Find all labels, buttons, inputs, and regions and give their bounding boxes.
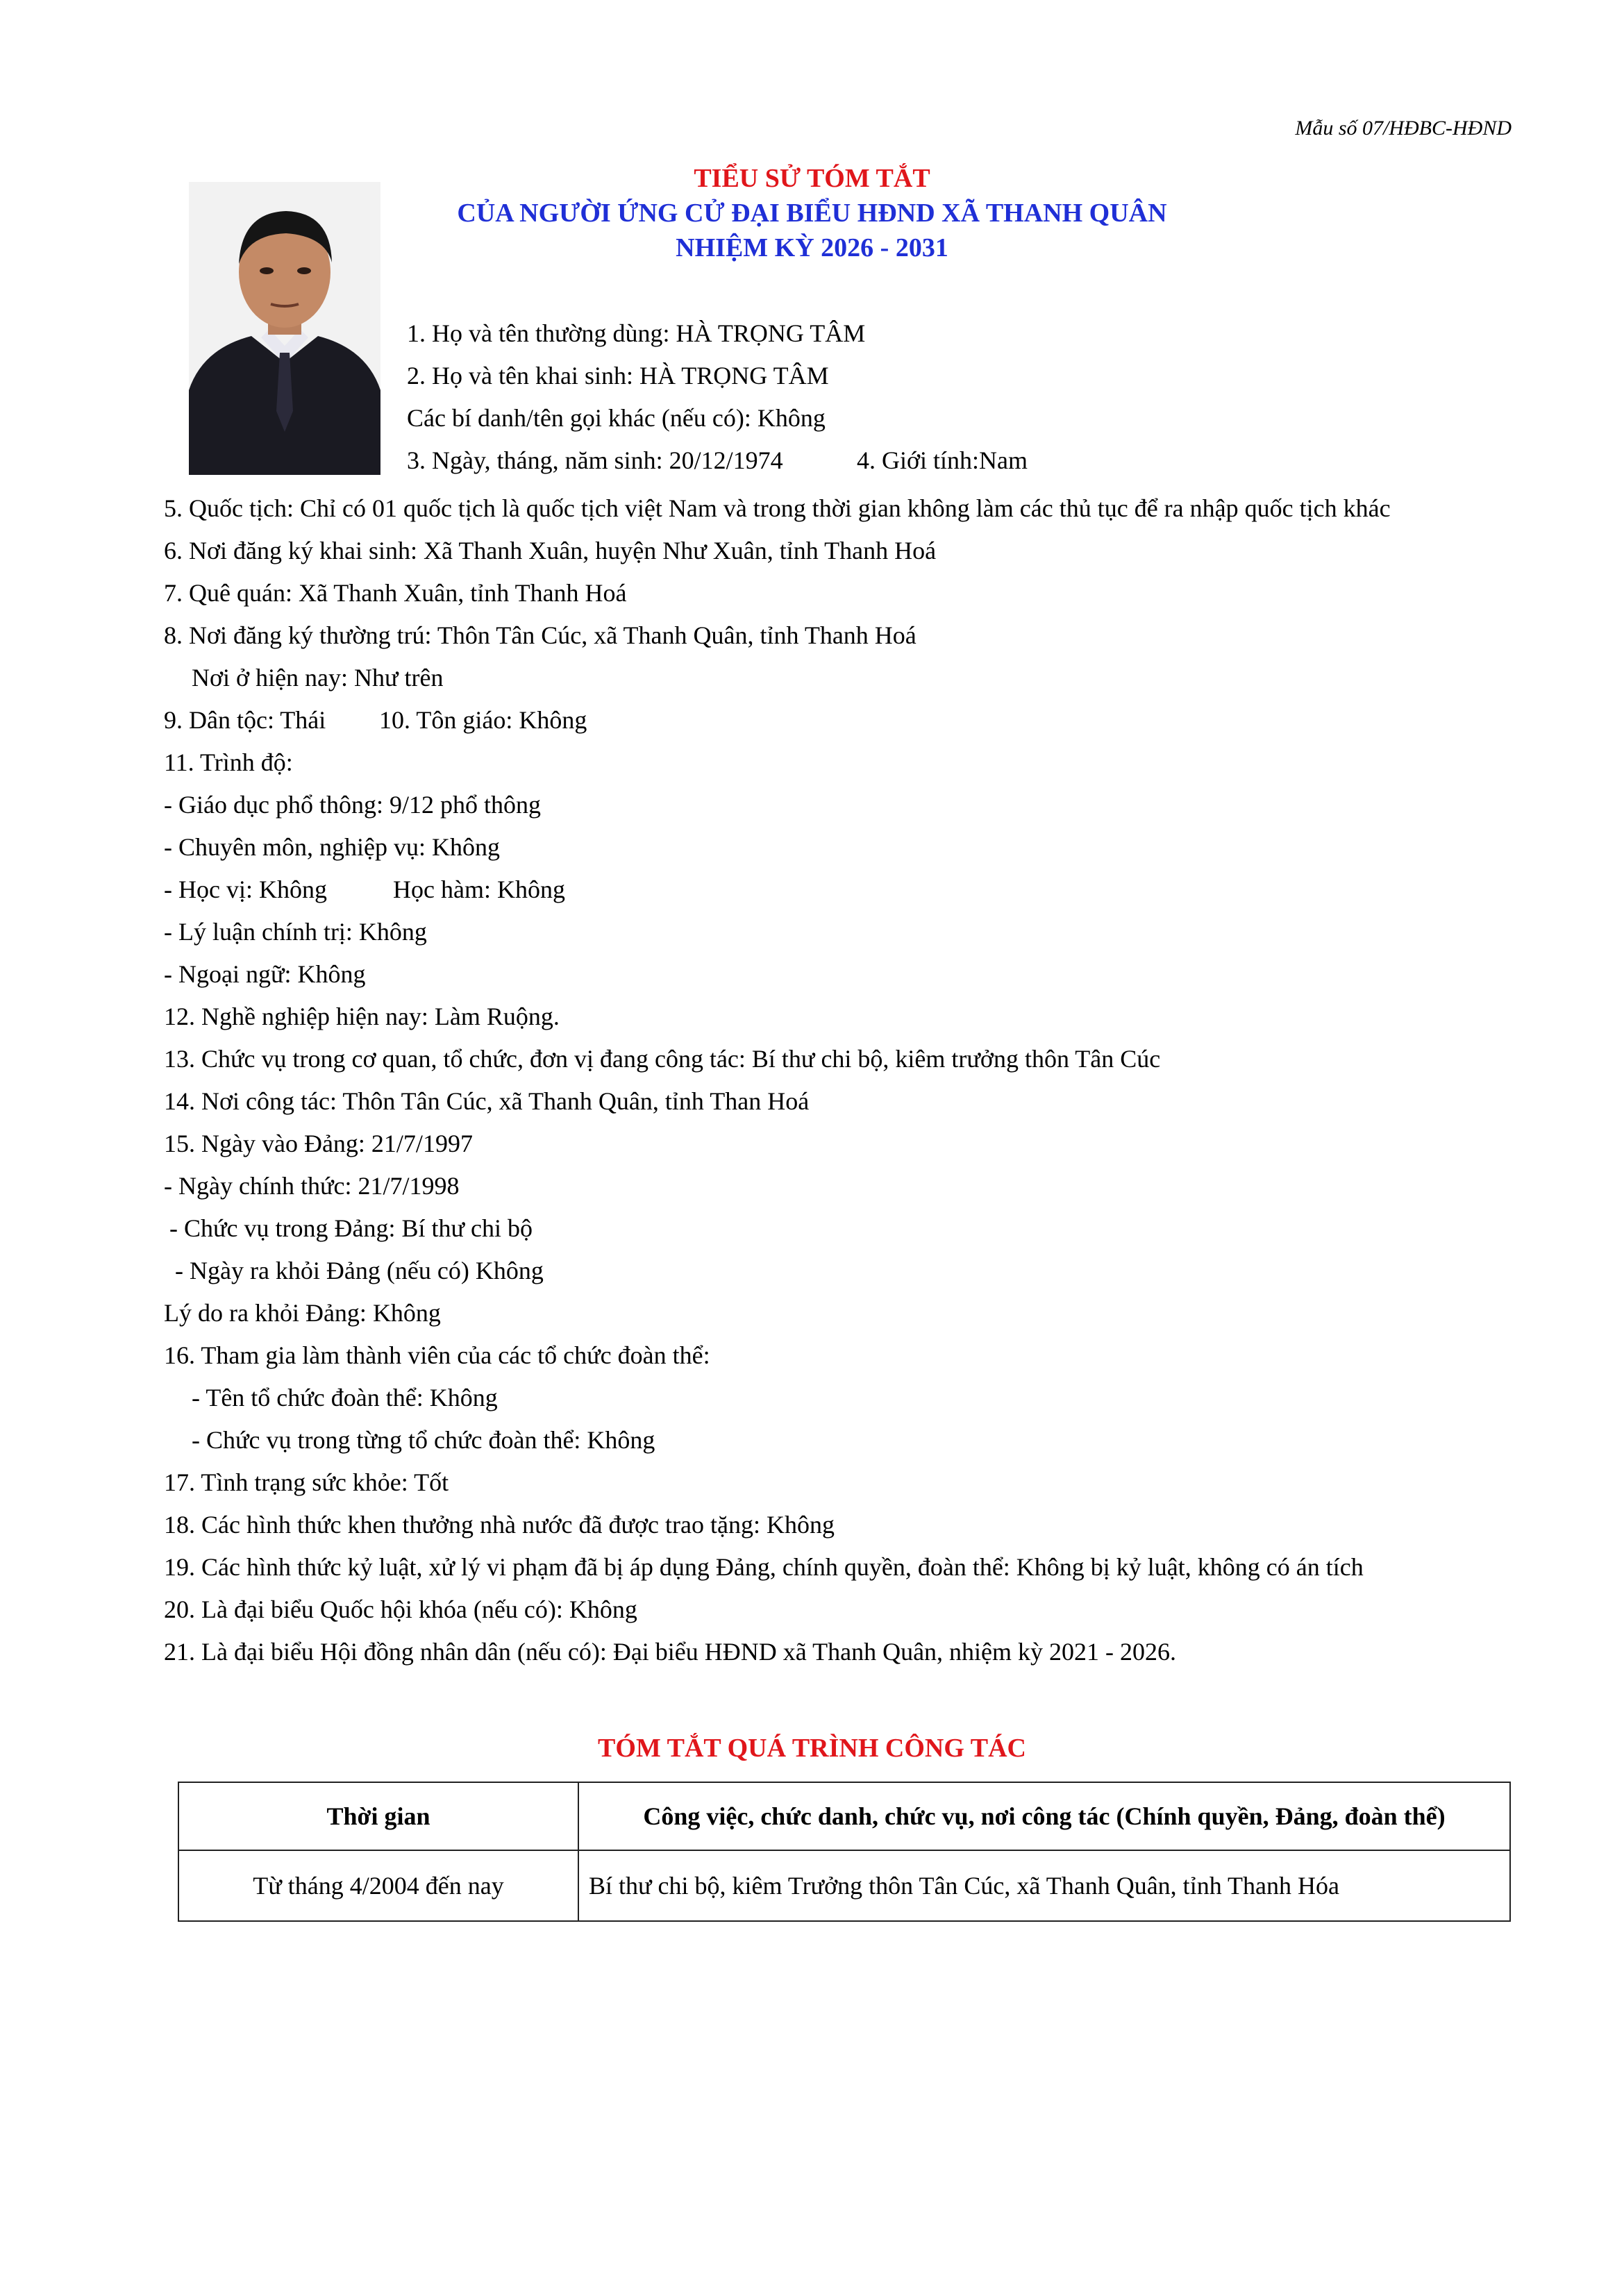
- religion: 10. Tôn giáo: Không: [379, 706, 587, 734]
- council-delegate: 21. Là đại biểu Hội đồng nhân dân (nếu có): Đại biểu HĐND xã Thanh Quân, nhiệm kỳ 2021 - 2026.: [164, 1638, 1177, 1666]
- professional-qualification: - Chuyên môn, nghiệp vụ: Không: [164, 833, 500, 861]
- nationality: 5. Quốc tịch: Chỉ có 01 quốc tịch là quốc tịch việt Nam và trong thời gian không làm các thủ tục để ra nhập quốc tịch khác: [164, 494, 1391, 522]
- party-leave-reason: Lý do ra khỏi Đảng: Không: [164, 1299, 441, 1327]
- column-header-time: Thời gian: [178, 1782, 578, 1850]
- aliases: Các bí danh/tên gọi khác (nếu có): Không: [407, 404, 826, 432]
- table-cell-position: Bí thư chi bộ, kiêm Trưởng thôn Tân Cúc, xã Thanh Quân, tỉnh Thanh Hóa: [578, 1850, 1510, 1921]
- birth-registration-place: 6. Nơi đăng ký khai sinh: Xã Thanh Xuân, huyện Như Xuân, tỉnh Thanh Hoá: [164, 537, 937, 564]
- document-term: NHIỆM KỲ 2026 - 2031: [676, 233, 948, 262]
- work-history-table: [178, 1782, 1511, 1922]
- column-header-position: Công việc, chức danh, chức vụ, nơi công tác (Chính quyền, Đảng, đoàn thể): [578, 1782, 1510, 1850]
- health-status: 17. Tình trạng sức khỏe: Tốt: [164, 1468, 449, 1496]
- academic-degree: - Học vị: Không: [164, 875, 327, 903]
- date-of-birth: 3. Ngày, tháng, năm sinh: 20/12/1974: [407, 446, 783, 474]
- organizations-heading: 16. Tham gia làm thành viên của các tổ chức đoàn thể:: [164, 1341, 710, 1369]
- table-cell-time: Từ tháng 4/2004 đến nay: [178, 1850, 578, 1921]
- common-name: 1. Họ và tên thường dùng: HÀ TRỌNG TÂM: [407, 319, 866, 347]
- table-header-row: [178, 1782, 1510, 1850]
- national-assembly-delegate: 20. Là đại biểu Quốc hội khóa (nếu có): Không: [164, 1595, 637, 1623]
- party-join-date: 15. Ngày vào Đảng: 21/7/1997: [164, 1130, 473, 1157]
- disciplinary-records: 19. Các hình thức kỷ luật, xử lý vi phạm đã bị áp dụng Đảng, chính quyền, đoàn thể: Không bị kỷ luật, không có án tích: [164, 1553, 1364, 1581]
- awards: 18. Các hình thức khen thưởng nhà nước đã được trao tặng: Không: [164, 1511, 835, 1539]
- party-official-date: - Ngày chính thức: 21/7/1998: [164, 1172, 460, 1200]
- party-position: - Chức vụ trong Đảng: Bí thư chi bộ: [169, 1214, 533, 1242]
- table-row: [178, 1850, 1510, 1921]
- hometown: 7. Quê quán: Xã Thanh Xuân, tỉnh Thanh Hoá: [164, 579, 627, 607]
- current-residence: Nơi ở hiện nay: Như trên: [192, 664, 444, 692]
- general-education: - Giáo dục phổ thông: 9/12 phổ thông: [164, 791, 541, 819]
- current-position: 13. Chức vụ trong cơ quan, tổ chức, đơn vị đang công tác: Bí thư chi bộ, kiêm trưởng thôn Tân Cúc: [164, 1045, 1161, 1073]
- education-heading: 11. Trình độ:: [164, 748, 293, 776]
- candidate-photo: [189, 182, 380, 475]
- permanent-residence: 8. Nơi đăng ký thường trú: Thôn Tân Cúc, xã Thanh Quân, tỉnh Thanh Hoá: [164, 621, 916, 649]
- birth-name: 2. Họ và tên khai sinh: HÀ TRỌNG TÂM: [407, 362, 829, 389]
- academic-title: Học hàm: Không: [393, 875, 565, 903]
- organization-position: - Chức vụ trong từng tổ chức đoàn thể: Không: [192, 1426, 655, 1454]
- workplace: 14. Nơi công tác: Thôn Tân Cúc, xã Thanh Quân, tỉnh Than Hoá: [164, 1087, 810, 1115]
- political-theory: - Lý luận chính trị: Không: [164, 918, 427, 946]
- form-code: Mẫu số 07/HĐBC-HĐND: [1295, 117, 1512, 140]
- ethnicity: 9. Dân tộc: Thái: [164, 706, 326, 734]
- document-subtitle: CỦA NGƯỜI ỨNG CỬ ĐẠI BIỂU HĐND XÃ THANH QUÂN: [457, 199, 1167, 228]
- gender: 4. Giới tính:Nam: [857, 446, 1028, 474]
- work-history-title: TÓM TẮT QUÁ TRÌNH CÔNG TÁC: [598, 1734, 1026, 1763]
- document-title: TIỂU SỬ TÓM TẮT: [694, 164, 930, 193]
- foreign-language: - Ngoại ngữ: Không: [164, 960, 366, 988]
- organization-name: - Tên tổ chức đoàn thể: Không: [192, 1384, 498, 1411]
- party-leave-date: - Ngày ra khỏi Đảng (nếu có) Không: [175, 1257, 544, 1284]
- current-occupation: 12. Nghề nghiệp hiện nay: Làm Ruộng.: [164, 1003, 560, 1030]
